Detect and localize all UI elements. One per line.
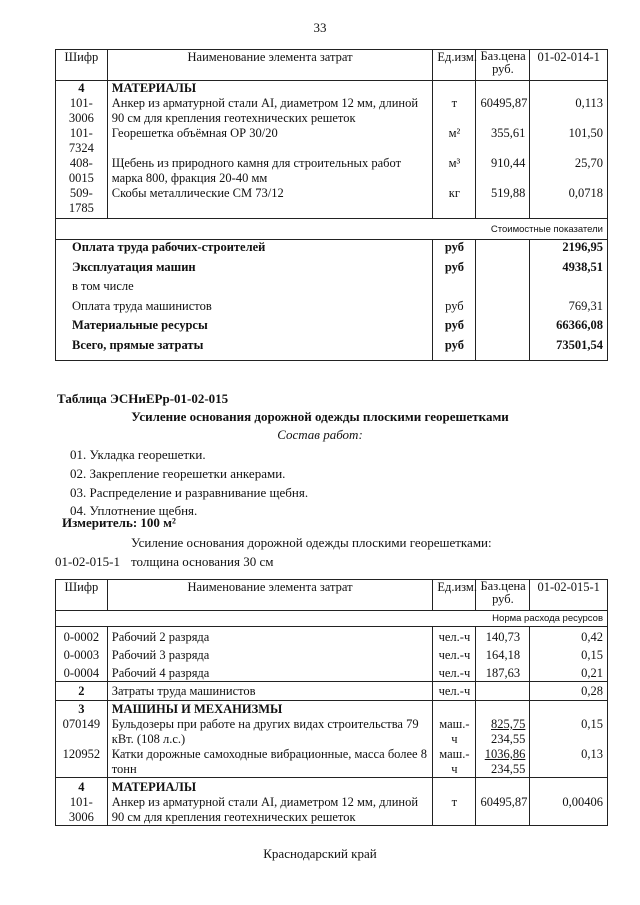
summary-name: Оплата труда машинистов bbox=[56, 299, 433, 319]
section-row bbox=[56, 701, 608, 718]
row-value: 0,113 bbox=[530, 96, 608, 126]
footer-region: Краснодарский край bbox=[263, 846, 377, 861]
row-value: 0,0718 bbox=[530, 186, 608, 219]
header-norm-code: 01-02-015-1 bbox=[530, 580, 608, 611]
price-total: 825,75 bbox=[491, 717, 526, 731]
table-row bbox=[56, 627, 608, 646]
row-value: 101,50 bbox=[530, 126, 608, 156]
section-code: 4 bbox=[56, 778, 108, 796]
row-unit: чел.-ч bbox=[433, 682, 476, 701]
row-code: 120952 bbox=[56, 747, 108, 778]
section-code: 3 bbox=[56, 701, 108, 718]
row-price: 164,18 bbox=[476, 645, 530, 663]
work-item: 01. Укладка георешетки. bbox=[70, 447, 206, 462]
row-code: 0-0003 bbox=[56, 645, 108, 663]
row-code: 408-0015 bbox=[56, 156, 108, 186]
page-number: 33 bbox=[313, 20, 327, 35]
cost-indicators-label: Стоимостные показатели bbox=[56, 219, 608, 240]
row-unit: м² bbox=[433, 126, 476, 156]
row-name: Бульдозеры при работе на других видах строительства 79 кВт. (108 л.с.) bbox=[107, 717, 433, 747]
row-unit: чел.-ч bbox=[433, 645, 476, 663]
row-code: 070149 bbox=[56, 717, 108, 747]
table-row bbox=[56, 663, 608, 682]
table-header bbox=[56, 50, 608, 81]
table-row bbox=[56, 126, 608, 156]
summary-row bbox=[56, 299, 608, 319]
work-item: 02. Закрепление георешетки анкерами. bbox=[70, 466, 286, 481]
row-name: Георешетка объёмная ОР 30/20 bbox=[107, 126, 433, 156]
row-name: Скобы металлические СМ 73/12 bbox=[107, 186, 433, 219]
summary-value: 769,31 bbox=[530, 299, 608, 319]
row-price bbox=[476, 747, 530, 778]
row-price: 187,63 bbox=[476, 663, 530, 682]
section-code: 4 bbox=[56, 81, 108, 97]
row-name: Анкер из арматурной стали AI, диаметром 12 мм, длиной 90 см для крепления геотехнических решеток bbox=[107, 795, 433, 826]
header-name: Наименование элемента затрат bbox=[107, 50, 433, 81]
table-title: Таблица ЭСНиЕРр-01-02-015 bbox=[57, 391, 229, 406]
norm-row bbox=[56, 611, 608, 627]
row-value: 0,28 bbox=[530, 682, 608, 701]
row-unit: м³ bbox=[433, 156, 476, 186]
price-total: 1036,86 bbox=[484, 747, 526, 761]
section-row bbox=[56, 778, 608, 796]
summary-name: Эксплуатация машин bbox=[56, 260, 433, 280]
table-header bbox=[56, 580, 608, 611]
header-code: Шифр bbox=[56, 50, 108, 81]
row-unit: чел.-ч bbox=[433, 663, 476, 682]
header-name: Наименование элемента затрат bbox=[107, 580, 433, 611]
row-name: Рабочий 4 разряда bbox=[107, 663, 433, 682]
summary-name: в том числе bbox=[56, 279, 433, 299]
row-unit: т bbox=[433, 795, 476, 826]
summary-value: 66366,08 bbox=[530, 318, 608, 338]
row-code: 509-1785 bbox=[56, 186, 108, 219]
row-value: 0,00406 bbox=[530, 795, 608, 826]
summary-unit: руб bbox=[433, 240, 476, 260]
row-value: 0,15 bbox=[530, 717, 608, 747]
summary-value: 4938,51 bbox=[530, 260, 608, 280]
row-code: 0-0004 bbox=[56, 663, 108, 682]
header-unit: Ед.изм. bbox=[433, 580, 476, 611]
row-value: 0,42 bbox=[530, 627, 608, 646]
table-subtitle: Усиление основания дорожной одежды плоскими георешетками bbox=[131, 409, 509, 424]
summary-value: 2196,95 bbox=[530, 240, 608, 260]
row-name: Рабочий 2 разряда bbox=[107, 627, 433, 646]
work-item: 03. Распределение и разравнивание щебня. bbox=[70, 485, 309, 500]
cost-indicators-row bbox=[56, 219, 608, 240]
summary-unit: руб bbox=[433, 299, 476, 319]
composition-label: Состав работ: bbox=[277, 427, 363, 442]
table-row bbox=[56, 156, 608, 186]
row-name: Анкер из арматурной стали AI, диаметром 12 мм, длиной 90 см для крепления геотехнических решеток bbox=[107, 96, 433, 126]
price-operator: 234,55 bbox=[491, 762, 526, 776]
row-code: 101-3006 bbox=[56, 795, 108, 826]
row-unit: маш.-ч bbox=[433, 717, 476, 747]
summary-row bbox=[56, 240, 608, 260]
summary-name: Всего, прямые затраты bbox=[56, 338, 433, 361]
row-price: 910,44 bbox=[476, 156, 530, 186]
table-row bbox=[56, 186, 608, 219]
header-norm-code: 01-02-014-1 bbox=[530, 50, 608, 81]
header-price: Баз.цена руб. bbox=[476, 580, 530, 611]
row-value: 0,21 bbox=[530, 663, 608, 682]
row-price: 60495,87 bbox=[476, 795, 530, 826]
row-name: Катки дорожные самоходные вибрационные, масса более 8 тонн bbox=[107, 747, 433, 778]
row-name: Затраты труда машинистов bbox=[107, 682, 433, 701]
work-item: 04. Уплотнение щебня. bbox=[70, 503, 198, 518]
row-code: 101-3006 bbox=[56, 96, 108, 126]
table-row bbox=[56, 717, 608, 747]
summary-name: Оплата труда рабочих-строителей bbox=[56, 240, 433, 260]
row-unit: т bbox=[433, 96, 476, 126]
row-unit: чел.-ч bbox=[433, 627, 476, 646]
row-name: Щебень из природного камня для строительных работ марка 800, фракция 20-40 мм bbox=[107, 156, 433, 186]
operator-labor-row bbox=[56, 682, 608, 701]
variant-code: 01-02-015-1 bbox=[55, 554, 120, 569]
summary-row-total bbox=[56, 338, 608, 361]
header-code: Шифр bbox=[56, 580, 108, 611]
row-price bbox=[476, 717, 530, 747]
summary-unit: руб bbox=[433, 318, 476, 338]
variant-heading: Усиление основания дорожной одежды плоскими георешетками: bbox=[131, 535, 492, 550]
variant-text: толщина основания 30 см bbox=[131, 554, 274, 569]
row-code: 2 bbox=[56, 682, 108, 701]
summary-name: Материальные ресурсы bbox=[56, 318, 433, 338]
table-row bbox=[56, 96, 608, 126]
table-row bbox=[56, 747, 608, 778]
table-row bbox=[56, 795, 608, 826]
price-operator: 234,55 bbox=[491, 732, 526, 746]
summary-unit: руб bbox=[433, 260, 476, 280]
row-price: 519,88 bbox=[476, 186, 530, 219]
summary-unit: руб bbox=[433, 338, 476, 361]
header-unit: Ед.изм. bbox=[433, 50, 476, 81]
table-row bbox=[56, 645, 608, 663]
row-value: 0,15 bbox=[530, 645, 608, 663]
section-name: МАТЕРИАЛЫ bbox=[107, 81, 433, 97]
section-name: МАТЕРИАЛЫ bbox=[107, 778, 433, 796]
measure-unit: Измеритель: 100 м² bbox=[62, 515, 176, 530]
row-code: 0-0002 bbox=[56, 627, 108, 646]
row-unit: маш.-ч bbox=[433, 747, 476, 778]
row-value: 0,13 bbox=[530, 747, 608, 778]
header-price: Баз.цена руб. bbox=[476, 50, 530, 81]
summary-row bbox=[56, 318, 608, 338]
row-code: 101-7324 bbox=[56, 126, 108, 156]
section-row bbox=[56, 81, 608, 97]
row-name: Рабочий 3 разряда bbox=[107, 645, 433, 663]
summary-row bbox=[56, 260, 608, 280]
norm-label: Норма расхода ресурсов bbox=[56, 611, 608, 627]
row-value: 25,70 bbox=[530, 156, 608, 186]
summary-row bbox=[56, 279, 608, 299]
row-price: 60495,87 bbox=[476, 96, 530, 126]
summary-value: 73501,54 bbox=[530, 338, 608, 361]
section-name: МАШИНЫ И МЕХАНИЗМЫ bbox=[107, 701, 433, 718]
resource-table-01-02-014-1 bbox=[55, 49, 608, 361]
row-unit: кг bbox=[433, 186, 476, 219]
row-price: 355,61 bbox=[476, 126, 530, 156]
row-price: 140,73 bbox=[476, 627, 530, 646]
resource-table-01-02-015-1 bbox=[55, 579, 608, 826]
